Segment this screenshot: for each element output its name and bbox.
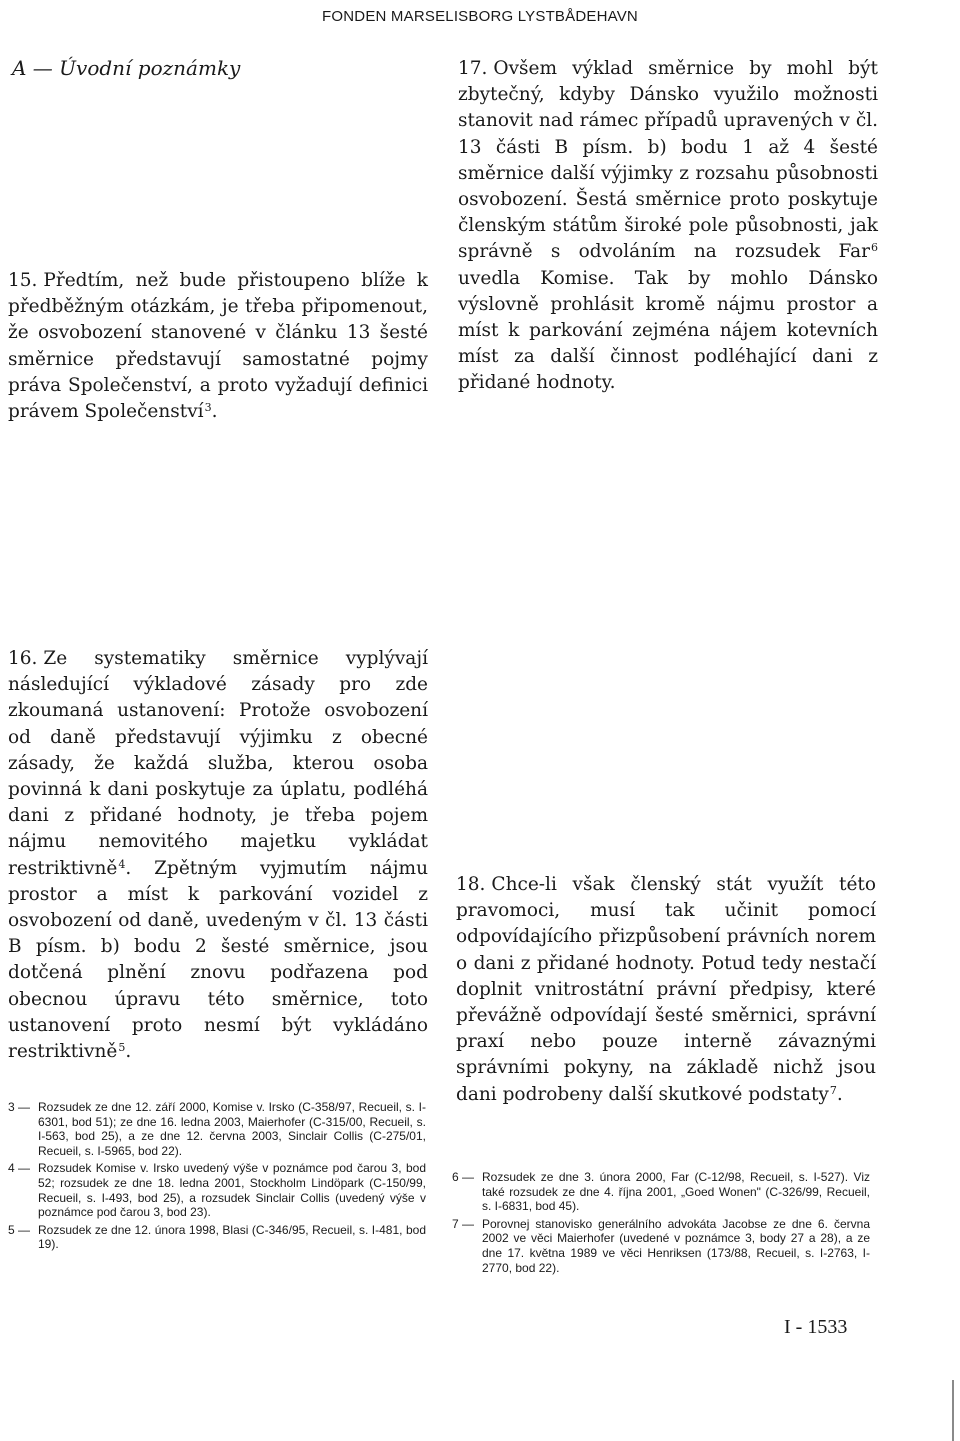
footnote-4 [8,1161,426,1219]
footnote-3 [8,1100,426,1158]
paragraph-text: Chce-li však členský stát využít této pravomoci, musí tak učinit pomocí odpovídajícího přizpůsobení právních norem o dani z přidané hodnoty. Potud tedy nestačí doplnit vnitrostátní právní předpisy, které převážně odpovídají šesté směrnici, správní praxí nebo pouze interně závaznými správními pokyny, na základě nichž jsou dani podrobeny další skutkové podstaty [456,874,876,1105]
footnote-ref-6[interactable]: 6 [871,241,878,255]
footnote-ref-7[interactable]: 7 [829,1083,837,1097]
paragraph-tail: . [836,1083,843,1105]
footnote-5 [8,1223,426,1252]
paragraph-text-continued: . Zpětným vyjmutím nájmu prostor a míst k parkování vozidel z osvobození od daně, uvedeným v čl. 13 části B písm. b) bodu 2 šesté směrnice, jsou dotčená plnění znovu podřazena pod obecnou úpravu této směrnice, toto ustanovení proto nesmí být vykládáno restriktivně [8,857,428,1063]
paragraph-18 [456,872,876,1108]
paragraph-number: 15. [8,270,38,291]
footnotes-left [8,1100,426,1252]
footnote-number: 4 — [8,1161,31,1176]
paragraph-text: Ze systematiky směrnice vyplývají následující výkladové zásady pro zde zkoumaná ustanovení: Protože osvobození od daně představují výjimku z obecné zásady, že každá služba, kterou osoba povinná k dani poskytuje za úplatu, podléhá dani z přidané hodnoty, je třeba pojem nájmu nemovitého majetku vykládat restriktivně [8,648,428,879]
footnotes-right [452,1170,870,1275]
footnote-text: Porovnej stanovisko generálního advokáta Jacobse ze dne 6. června 2002 ve věci Maierhofer (uvedené v poznámce 3, body 27 a 28), a ze dne 17. května 1989 ve věci Henriksen (173/88, Recueil, s. I-2763, I-2770, bod 22). [482,1216,870,1275]
footnote-number: 6 — [452,1170,475,1184]
paragraph-number: 18. [456,874,486,895]
paragraph-15 [8,268,428,425]
footnote-number: 7 — [452,1216,475,1231]
paragraph-text: Ovšem výklad směrnice by mohl být zbytečný, kdyby Dánsko využilo možnosti stanovit nad rámec případů upravených v čl. 13 části B písm. b) bodu 1 až 4 šesté směrnice další výjimky z rozsahu působnosti osvobození. Šestá směrnice proto poskytuje členským státům široké pole působnosti, jak správně s odvoláním na rozsudek Far [458,58,878,263]
paragraph-number: 16. [8,648,38,669]
paragraph-16 [8,646,428,1065]
page-number: I - 1533 [784,1316,848,1338]
footnote-text: Rozsudek Komise v. Irsko uvedený výše v poznámce pod čarou 3, bod 52; rozsudek ze dne 18. ledna 2001, Stockholm Lindöpark (C-150/99, Recueil, s. I-493, bod 25), a rozsudek Sinclair Collis (uvedený výše v poznámce pod čarou 3, bod 23). [38,1161,426,1220]
paragraph-text: Předtím, než bude přistoupeno blíže k předběžným otázkám, je třeba připomenout, že osvobození stanovené v článku 13 šesté směrnice představují samostatné pojmy práva Společenství, a proto vyžadují definici právem Společenství [8,270,428,423]
paragraph-tail: . [125,1041,132,1063]
running-header: FONDEN MARSELISBORG LYSTBÅDEHAVN [322,8,638,25]
paragraph-text-continued: uvedla Komise. Tak by mohlo Dánsko výslovně prohlásit kromě nájmu prostor a míst k parkování zejména nájem kotevních míst za další činnost podléhající dani z přidané hodnoty. [458,267,878,394]
footnote-6 [452,1170,870,1214]
footnote-ref-4[interactable]: 4 [118,857,126,871]
footnote-number: 5 — [8,1222,31,1237]
footnote-ref-3[interactable]: 3 [204,401,212,415]
footnote-text: Rozsudek ze dne 12. února 1998, Blasi (C-346/95, Recueil, s. I-481, bod 19). [38,1222,426,1252]
footnote-text: Rozsudek ze dne 3. února 2000, Far (C-12/98, Recueil, s. I-527). Viz také rozsudek ze dne 4. října 2001, „Goed Wonen" (C-326/99, Recueil, s. I-6831, bod 45). [482,1170,870,1214]
paragraph-number: 17. [458,58,488,79]
footnote-7 [452,1217,870,1275]
paragraph-tail: . [211,401,218,423]
paragraph-17 [458,56,878,397]
footnote-number: 3 — [8,1100,31,1114]
scan-edge-line [952,1380,954,1441]
footnote-text: Rozsudek ze dne 12. září 2000, Komise v. Irsko (C-358/97, Recueil, s. I-6301, bod 51); ze dne 16. ledna 2003, Maierhofer (C-315/00, Recueil, s. I-563, bod 25), a ze dne 12. června 2003, Sinclair Collis (C-275/01, Recueil, s. I-5965, bod 22). [38,1100,426,1158]
section-title: A — Úvodní poznámky [12,56,241,80]
footnote-ref-5[interactable]: 5 [118,1041,126,1055]
